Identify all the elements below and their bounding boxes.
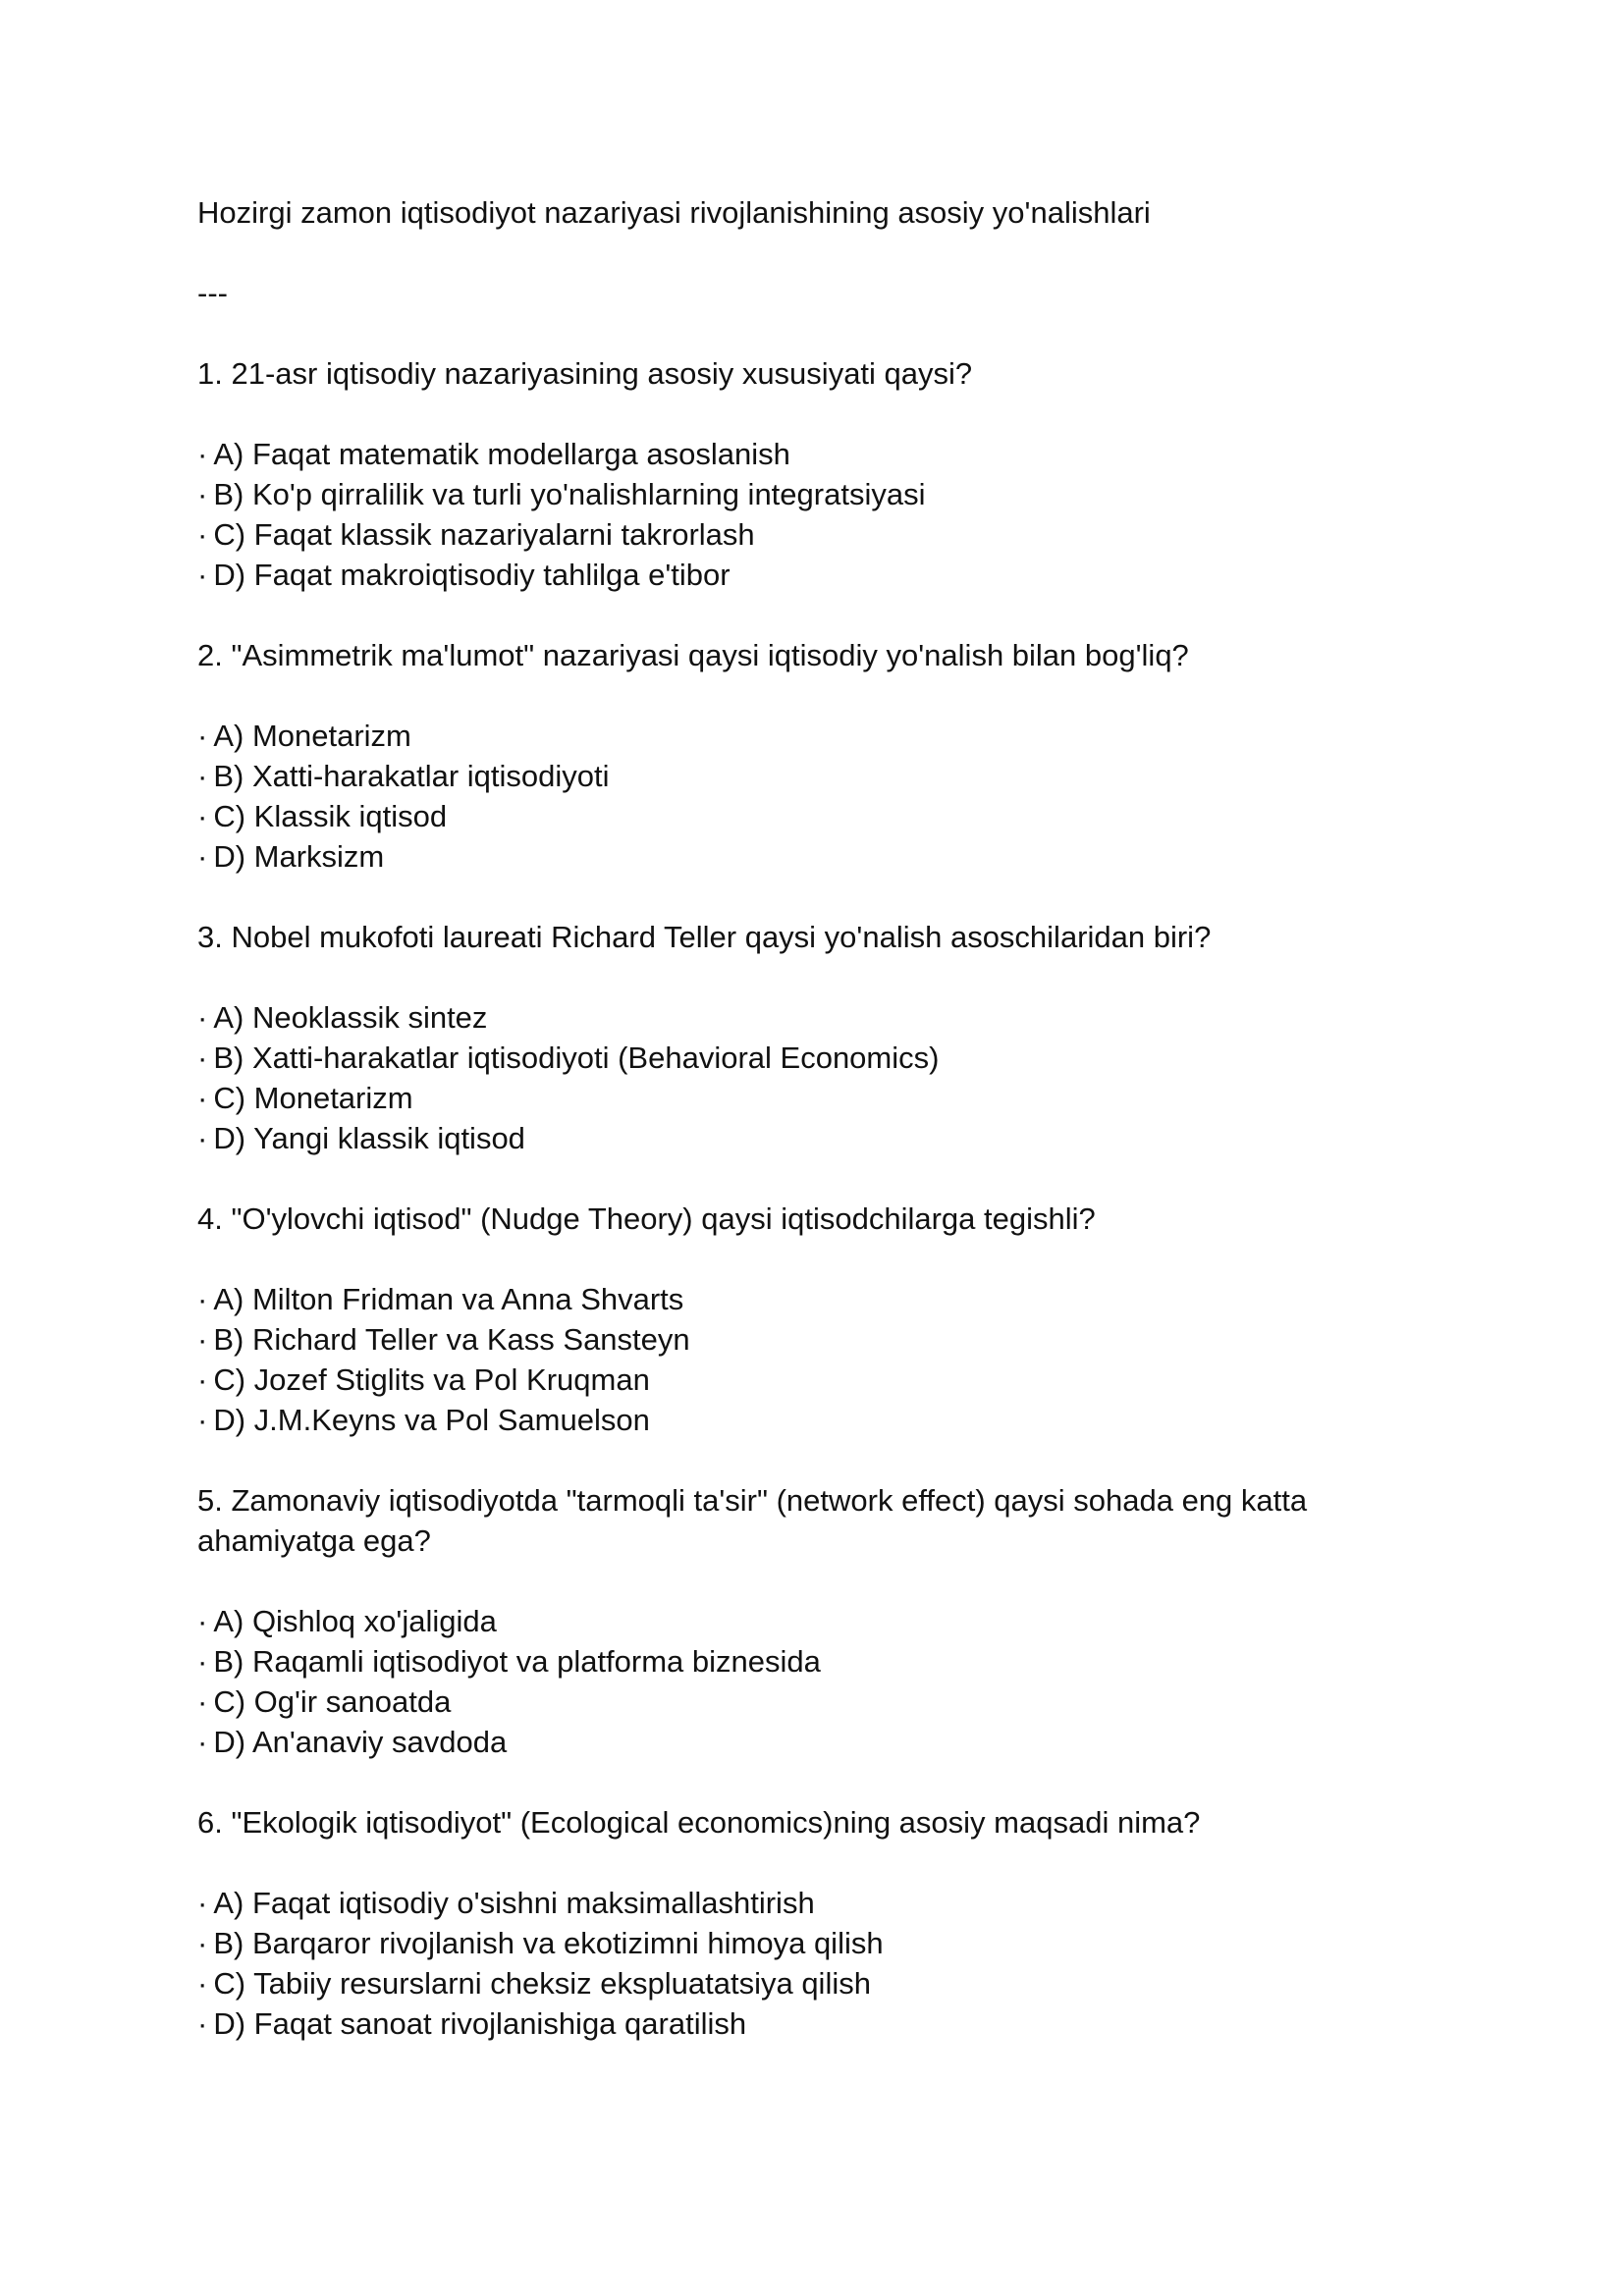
options-list [197,1883,1376,2044]
question-text: 1. 21-asr iqtisodiy nazariyasining asosiy xususiyati qaysi? [197,356,973,391]
bullet: · [197,477,208,511]
option-d [197,1400,1376,1440]
option-label: D) Faqat sanoat rivojlanishiga qaratilish [213,2006,747,2041]
question-6 [197,1802,1376,2044]
bullet: · [197,517,208,552]
option-label: D) Faqat makroiqtisodiy tahlilga e'tibor [213,558,731,592]
option-label: B) Raqamli iqtisodiyot va platforma biznesida [213,1644,821,1679]
option-c [197,796,1376,836]
bullet: · [197,1966,208,2001]
option-label: B) Xatti-harakatlar iqtisodiyoti (Behavioral Economics) [213,1041,940,1075]
option-label: C) Faqat klassik nazariyalarni takrorlash [213,517,755,552]
option-c [197,1963,1376,2003]
option-b [197,1038,1376,1078]
question-5 [197,1480,1376,1762]
document-title: Hozirgi zamon iqtisodiyot nazariyasi rivojlanishining asosiy yo'nalishlari [197,195,1151,230]
option-b [197,1923,1376,1963]
question-4 [197,1199,1376,1440]
option-label: A) Faqat matematik modellarga asoslanish [213,437,790,471]
bullet: · [197,2006,208,2041]
bullet: · [197,839,208,874]
option-c [197,1360,1376,1400]
option-label: A) Qishloq xo'jaligida [213,1604,497,1638]
bullet: · [197,1604,208,1638]
bullet: · [197,1081,208,1115]
bullet: · [197,719,208,753]
bullet: · [197,1041,208,1075]
bullet: · [197,437,208,471]
option-label: C) Tabiiy resurslarni cheksiz ekspluatatsiya qilish [213,1966,871,2001]
option-label: B) Xatti-harakatlar iqtisodiyoti [213,759,610,793]
option-a [197,1601,1376,1641]
option-label: C) Klassik iqtisod [213,799,448,833]
bullet: · [197,1403,208,1437]
question-1 [197,353,1376,595]
options-list [197,1601,1376,1762]
document-content [197,192,1376,2044]
option-b [197,474,1376,514]
option-label: A) Milton Fridman va Anna Shvarts [213,1282,684,1316]
option-label: A) Faqat iqtisodiy o'sishni maksimallashtirish [213,1886,815,1920]
option-a [197,434,1376,474]
option-label: A) Neoklassik sintez [213,1000,488,1035]
question-2 [197,635,1376,877]
question-text-line: ahamiyatga ega? [197,1523,431,1558]
option-label: D) J.M.Keyns va Pol Samuelson [213,1403,650,1437]
option-label: C) Monetarizm [213,1081,413,1115]
option-label: D) Marksizm [213,839,385,874]
bullet: · [197,1926,208,1960]
bullet: · [197,1322,208,1357]
option-d [197,2003,1376,2044]
option-a [197,997,1376,1038]
bullet: · [197,1886,208,1920]
bullet: · [197,1000,208,1035]
bullet: · [197,558,208,592]
option-label: B) Richard Teller va Kass Sansteyn [213,1322,690,1357]
option-c [197,1078,1376,1118]
option-d [197,1722,1376,1762]
option-c [197,514,1376,555]
bullet: · [197,1121,208,1155]
question-text [197,1480,1376,1561]
bullet: · [197,1684,208,1719]
option-label: C) Jozef Stiglits va Pol Kruqman [213,1362,650,1397]
option-b [197,1319,1376,1360]
bullet: · [197,1282,208,1316]
options-list [197,997,1376,1158]
option-a [197,1883,1376,1923]
question-text: 2. "Asimmetrik ma'lumot" nazariyasi qaysi iqtisodiy yo'nalish bilan bog'liq? [197,638,1189,672]
option-c [197,1682,1376,1722]
option-label: A) Monetarizm [213,719,411,753]
option-a [197,1279,1376,1319]
options-list [197,716,1376,877]
bullet: · [197,799,208,833]
question-text-line: 5. Zamonaviy iqtisodiyotda "tarmoqli ta'sir" (network effect) qaysi sohada eng katta [197,1483,1308,1518]
bullet: · [197,1725,208,1759]
option-d [197,836,1376,877]
question-3 [197,917,1376,1158]
option-b [197,756,1376,796]
option-label: B) Ko'p qirralilik va turli yo'nalishlarning integratsiyasi [213,477,926,511]
question-text: 4. "O'ylovchi iqtisod" (Nudge Theory) qaysi iqtisodchilarga tegishli? [197,1201,1096,1236]
bullet: · [197,1362,208,1397]
separator-line: --- [197,276,228,310]
option-label: D) An'anaviy savdoda [213,1725,508,1759]
bullet: · [197,1644,208,1679]
question-text: 6. "Ekologik iqtisodiyot" (Ecological economics)ning asosiy maqsadi nima? [197,1805,1201,1840]
question-text: 3. Nobel mukofoti laureati Richard Teller qaysi yo'nalish asoschilaridan biri? [197,920,1212,954]
option-b [197,1641,1376,1682]
options-list [197,1279,1376,1440]
option-a [197,716,1376,756]
option-label: B) Barqaror rivojlanish va ekotizimni himoya qilish [213,1926,884,1960]
option-d [197,1118,1376,1158]
option-label: D) Yangi klassik iqtisod [213,1121,525,1155]
option-label: C) Og'ir sanoatda [213,1684,452,1719]
options-list [197,434,1376,595]
option-d [197,555,1376,595]
bullet: · [197,759,208,793]
